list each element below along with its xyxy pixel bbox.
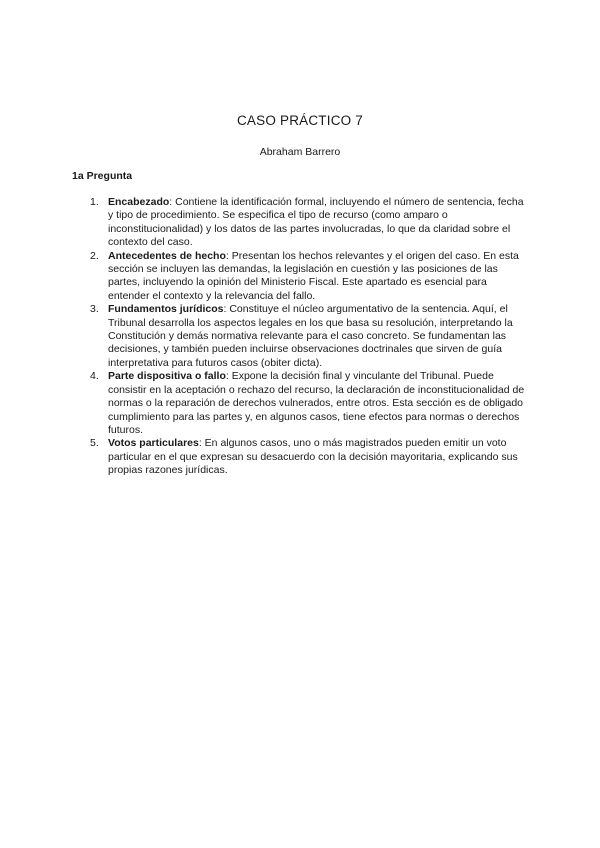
list-item — [72, 250, 528, 304]
list-item-term: Antecedentes de hecho — [108, 249, 226, 262]
document-title: CASO PRÁCTICO 7 — [236, 113, 364, 128]
list-item-term: Votos particulares — [108, 437, 199, 450]
list-item-text: : Constituye el núcleo argumentativo de la sentencia. Aquí, el Tribunal desarrolla los aspectos legales en los que basa su resolución, interpretando la Constitución y demás normativa relevante para el caso concreto. Se fundamentan las decisiones, y también pueden incluirse observaciones doctrinales que sirven de guía interpretativa para futuros casos (obiter dicta). — [108, 303, 513, 369]
list-item-number: 4. — [90, 370, 99, 383]
list-item-number: 1. — [90, 196, 99, 208]
list-item-text: : Contiene la identificación formal, incluyendo el número de sentencia, fecha y tipo de procedimiento. Se especifica el tipo de recurso (como amparo o inconstitucionalidad) y los datos de las partes involucradas, lo que da claridad sobre el contexto del caso. — [108, 196, 524, 249]
list-item — [72, 196, 528, 250]
list-item-term: Parte dispositiva o fallo — [108, 370, 226, 383]
list-item-text: : Presentan los hechos relevantes y el origen del caso. En esta sección se incluyen las demandas, la legislación en cuestión y las posiciones de las partes, incluyendo la opinión del Ministerio Fiscal. Este apartado es esencial para entender el contexto y la relevancia del fallo. — [108, 249, 519, 302]
list-item-text: : Expone la decisión final y vinculante del Tribunal. Puede consistir en la aceptación o rechazo del recurso, la declaración de inconstitucionalidad de normas o la reparación de derechos vulnerados, entre otros. Esta sección es de obligado cumplimiento para las partes y, en algunos casos, tiene efectos para normas o derechos futuros. — [108, 370, 525, 436]
list-item-text: : En algunos casos, uno o más magistrados pueden emitir un voto particular en el que expresan su desacuerdo con la decisión mayoritaria, explicando sus propias razones jurídicas. — [108, 437, 518, 477]
document-author: Abraham Barrero — [259, 146, 341, 158]
list-item — [72, 303, 528, 370]
list-item — [72, 370, 528, 437]
section-heading: 1a Pregunta — [72, 170, 133, 182]
list-item — [72, 437, 528, 477]
list-item-number: 3. — [90, 303, 99, 316]
list-item-term: Encabezado — [108, 196, 170, 208]
list-item-number: 2. — [90, 249, 99, 262]
list-item-number: 5. — [90, 437, 99, 450]
numbered-list — [72, 196, 528, 478]
list-item-term: Fundamentos jurídicos — [108, 303, 224, 316]
